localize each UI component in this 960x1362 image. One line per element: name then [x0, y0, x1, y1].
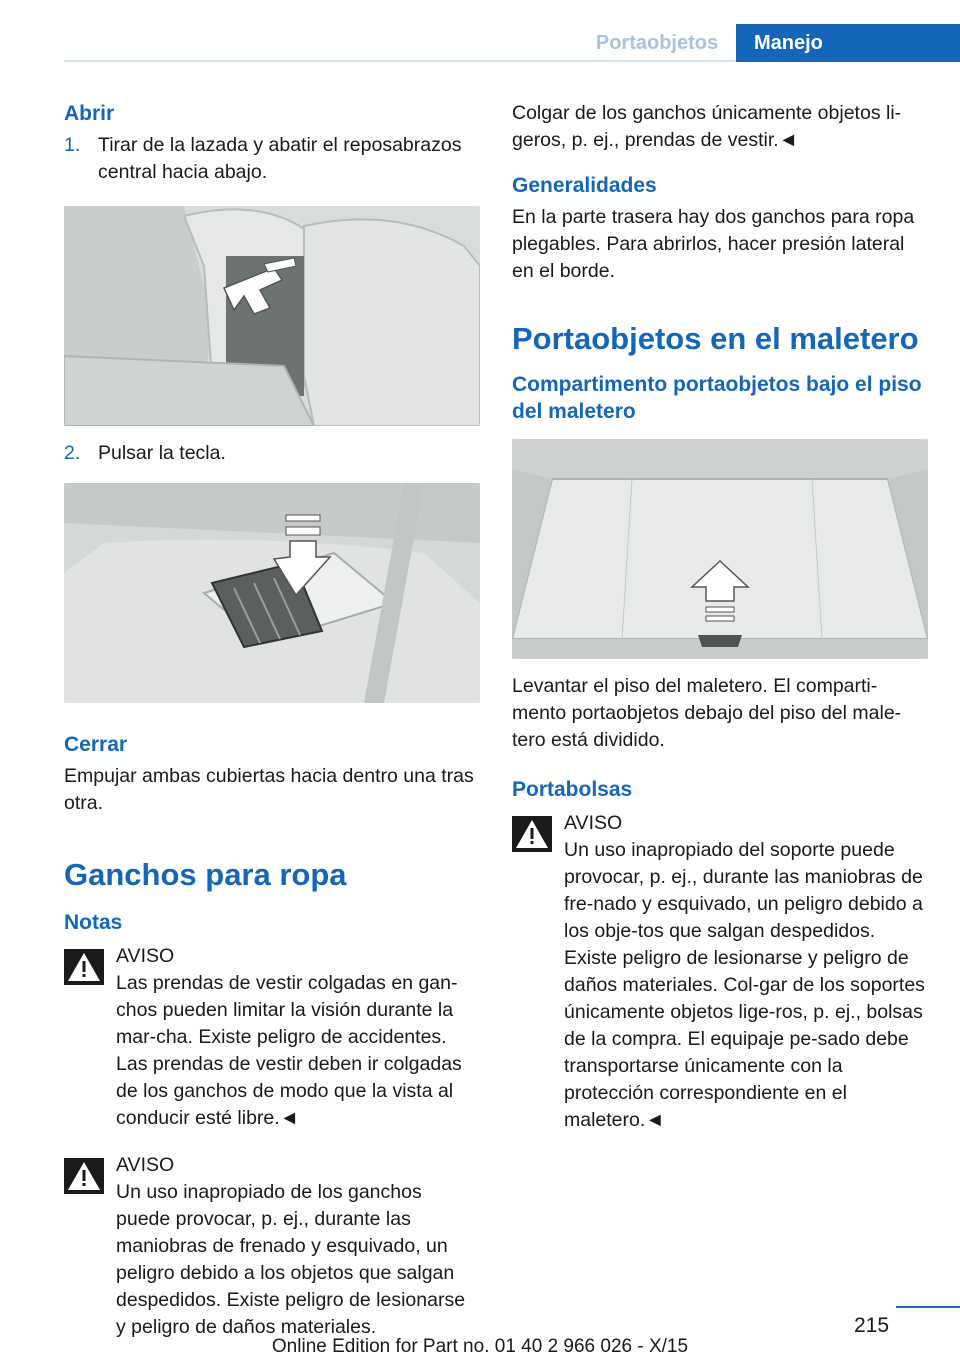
step-text: Pulsar la tecla. [98, 442, 226, 464]
generalidades-text: En la parte trasera hay dos ganchos para ropa plegables. Para abrirlos, hacer presión lateral en el borde. [512, 206, 915, 282]
heading-generalidades: Generalidades [512, 174, 657, 197]
step-1 [64, 132, 480, 186]
warning-body: Un uso inapropiado del soporte puede provocar, p. ej., durante las maniobras de fre-nado y esquivado, un peligro debido a los obje-tos que salgan despedidos. Existe peligro de lesionarse y peligro de daños materiales. Col-gar de los soportes únicamente objetos lige-ros, p. ej., bolsas de la compra. El equipaje pe-sado debe transportarse únicamente con la protección correspondiente en el maletero.◄ [564, 839, 925, 1131]
armrest-figure [64, 206, 480, 426]
warning-icon [64, 949, 104, 985]
heading-portabolsas: Portabolsas [512, 778, 633, 801]
warning-label: AVISO [564, 812, 623, 834]
footer-rule [896, 1306, 960, 1308]
warning-label: AVISO [116, 1154, 175, 1176]
warning-block-3 [512, 810, 928, 1134]
continuation-text: Colgar de los ganchos únicamente objetos li-geros, p. ej., prendas de vestir.◄ [512, 102, 902, 151]
cerrar-text: Empujar ambas cubiertas hacia dentro una tras otra. [64, 765, 474, 814]
warning-text [116, 970, 480, 1132]
button-figure [64, 483, 480, 703]
heading-maletero: Portaobjetos en el maletero [512, 321, 919, 356]
edition-footer: Online Edition for Part no. 01 40 2 966 026 - X/15 [271, 1336, 689, 1357]
page-number: 215 [854, 1314, 890, 1337]
warning-block-2 [64, 1152, 480, 1341]
warning-label: AVISO [116, 945, 175, 967]
heading-notas: Notas [64, 911, 123, 934]
heading-abrir: Abrir [64, 102, 115, 125]
warning-text [564, 837, 928, 1134]
warning-icon [512, 816, 552, 852]
chapter-tab[interactable]: Manejo [736, 24, 960, 62]
section-tab[interactable]: Portaobjetos [595, 32, 719, 54]
warning-icon [64, 1158, 104, 1194]
warning-body: Las prendas de vestir colgadas en gan-chos pueden limitar la visión durante la mar-cha. Existe peligro de accidentes. Las prendas de vestir deben ir colgadas de los ganchos de modo que la vista al conducir esté libre.◄ [116, 972, 462, 1129]
warning-block-1 [64, 943, 480, 1132]
levantar-text: Levantar el piso del maletero. El comparti-mento portaobjetos debajo del piso del male-tero está dividido. [512, 675, 902, 751]
right-column [512, 100, 928, 1134]
step-number: 2. [64, 442, 81, 464]
step-text: Tirar de la lazada y abatir el reposabrazos central hacia abajo. [98, 134, 462, 183]
heading-cerrar: Cerrar [64, 733, 128, 756]
heading-ganchos: Ganchos para ropa [64, 857, 347, 892]
trunk-figure [512, 439, 928, 659]
step-2 [64, 440, 480, 467]
step-number: 1. [64, 134, 81, 156]
left-column [64, 100, 480, 1341]
warning-body: Un uso inapropiado de los ganchos puede provocar, p. ej., durante las maniobras de frenado y esquivado, un peligro debido a los objetos que salgan despedidos. Existe peligro de lesionarse y peligro de daños materiales. [116, 1181, 466, 1338]
warning-text [116, 1179, 480, 1341]
heading-compartimento: Compartimento portaobjetos bajo el piso del maletero [512, 373, 922, 423]
